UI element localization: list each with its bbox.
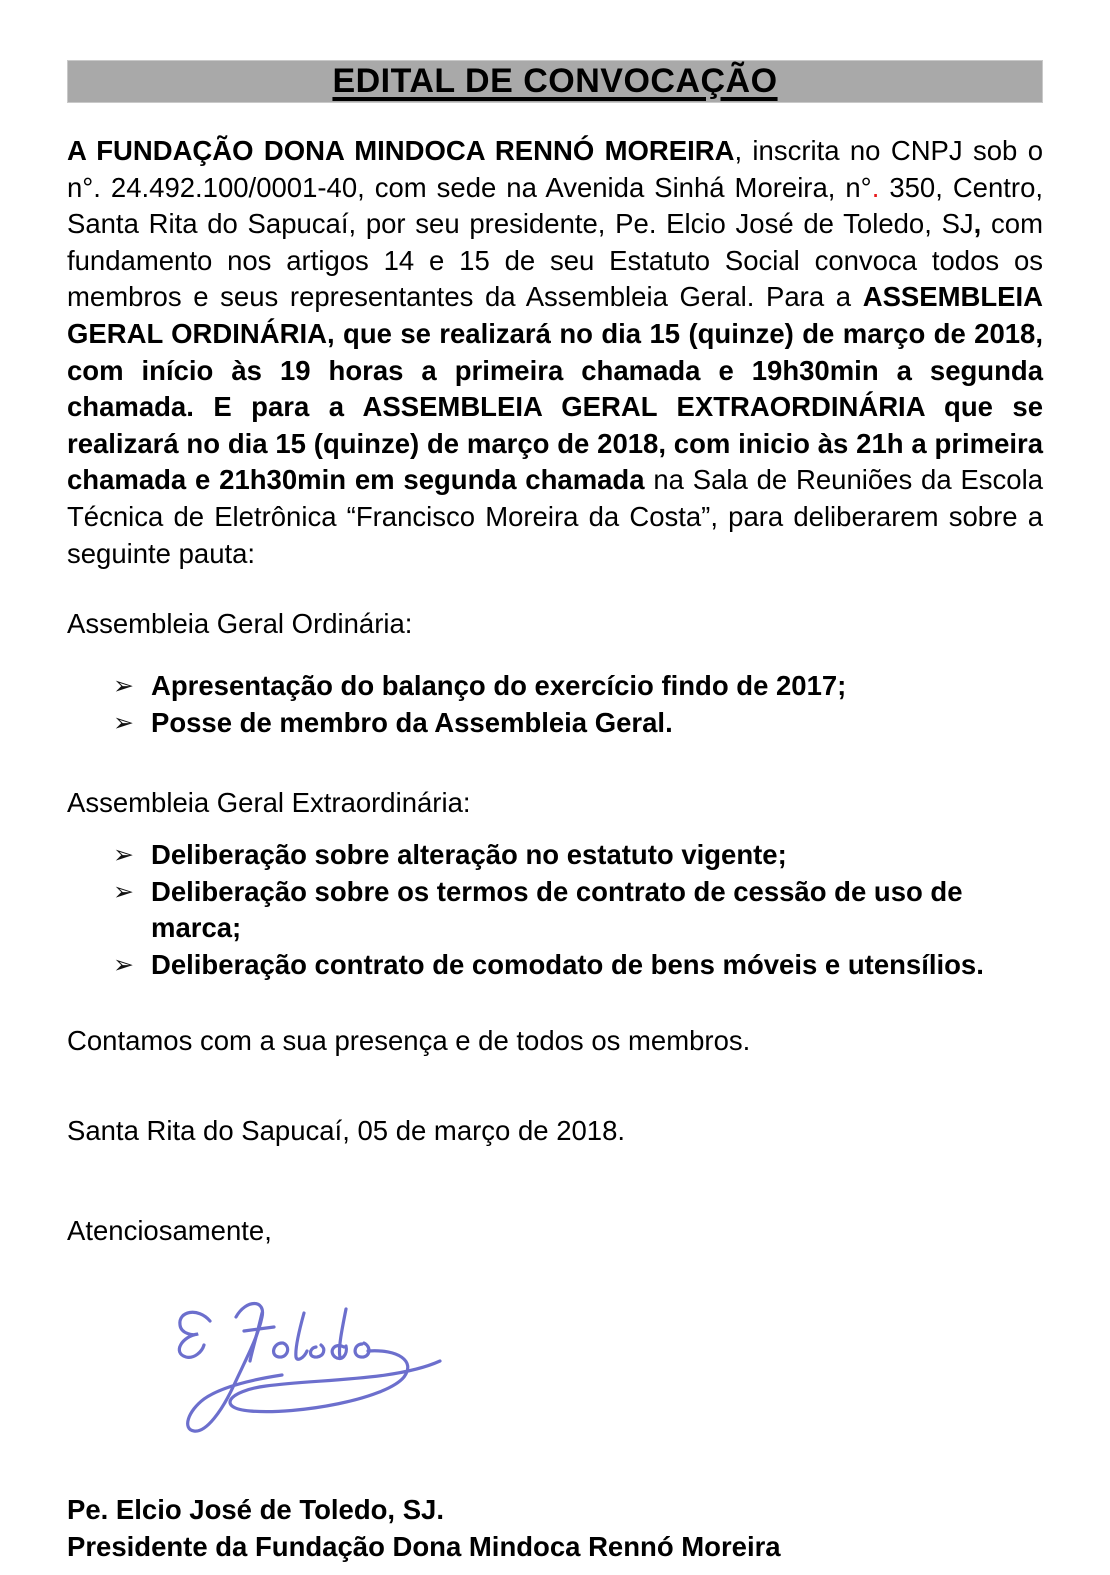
signature-block	[67, 1491, 1043, 1565]
bold-comma: ,	[973, 208, 982, 240]
foundation-name: A FUNDAÇÃO DONA MINDOCA RENNÓ MOREIRA	[67, 135, 735, 166]
list-item	[67, 837, 1043, 874]
agenda-list-ordinaria	[67, 668, 1043, 741]
title-bar	[67, 60, 1043, 103]
signer-name: Pe. Elcio José de Toledo, SJ.	[67, 1494, 444, 1526]
agenda-item-text: Posse de membro da Assembleia Geral.	[151, 706, 673, 738]
list-item	[67, 947, 1043, 984]
signature-stroke	[230, 1351, 440, 1412]
list-item	[67, 668, 1043, 705]
arrowhead-bullet-icon: ➢	[113, 877, 134, 906]
signature-stroke	[179, 1312, 210, 1357]
arrowhead-bullet-icon: ➢	[113, 950, 134, 979]
assembly-emphasis: ASSEMBLEIA GERAL ORDINÁRIA, que se realizará no dia 15 (quinze) de março de 2018, com início às 19 horas a primeira chamada e 19h30min a segunda chamada. E para a ASSEMBLEIA GERAL EXTRAORDINÁRIA que se realizará no dia 15 (quinze) de março de 2018, com inicio às 21h a primeira chamada e 21h30min em segunda chamada	[67, 281, 1043, 496]
intro-segment-3: com fundamento nos artigos 14 e 15 de seu Estatuto Social convoca todos os membros e seus representantes da Assembleia Geral. Para a	[67, 208, 1043, 313]
agenda-item-text: Deliberação sobre os termos de contrato de cessão de uso de marca;	[151, 875, 963, 944]
intro-segment-1: , inscrita no CNPJ sob o n°. 24.492.100/0001-40, com sede na Avenida Sinhá Moreira, n°	[67, 135, 1043, 203]
agenda-list-extraordinaria	[67, 837, 1043, 983]
signature-stroke	[244, 1313, 307, 1361]
agenda-item-text: Apresentação do balanço do exercício findo de 2017;	[151, 670, 847, 702]
signer-role: Presidente da Fundação Dona Mindoca Rennó Moreira	[67, 1531, 781, 1563]
salutation: Atenciosamente,	[67, 1215, 272, 1247]
red-period: .	[871, 171, 880, 203]
heading-assembleia-extraordinaria: Assembleia Geral Extraordinária:	[67, 787, 471, 819]
intro-paragraph	[67, 133, 1043, 572]
closing-line: Contamos com a sua presença e de todos os membros.	[67, 1025, 751, 1057]
signature-ink-svg	[153, 1287, 463, 1447]
date-line: Santa Rita do Sapucaí, 05 de março de 2018.	[67, 1115, 626, 1147]
signature-stroke	[311, 1309, 370, 1359]
list-item	[67, 874, 1043, 947]
agenda-item-text: Deliberação sobre alteração no estatuto vigente;	[151, 839, 787, 871]
list-item	[67, 705, 1043, 742]
intro-segment-4: na Sala de Reuniões da Escola Técnica de Eletrônica “Francisco Moreira da Costa”, para deliberarem sobre a seguinte pauta:	[67, 464, 1043, 569]
arrowhead-bullet-icon: ➢	[113, 708, 134, 737]
arrowhead-bullet-icon: ➢	[113, 672, 134, 701]
agenda-item-text: Deliberação contrato de comodato de bens móveis e utensílios.	[151, 948, 984, 980]
handwritten-signature	[153, 1287, 463, 1447]
intro-segment-2: 350, Centro, Santa Rita do Sapucaí, por seu presidente, Pe. Elcio José de Toledo, SJ	[67, 171, 1044, 240]
arrowhead-bullet-icon: ➢	[113, 841, 134, 870]
heading-assembleia-ordinaria: Assembleia Geral Ordinária:	[67, 608, 413, 640]
document-title: EDITAL DE CONVOCAÇÃO	[332, 62, 778, 100]
